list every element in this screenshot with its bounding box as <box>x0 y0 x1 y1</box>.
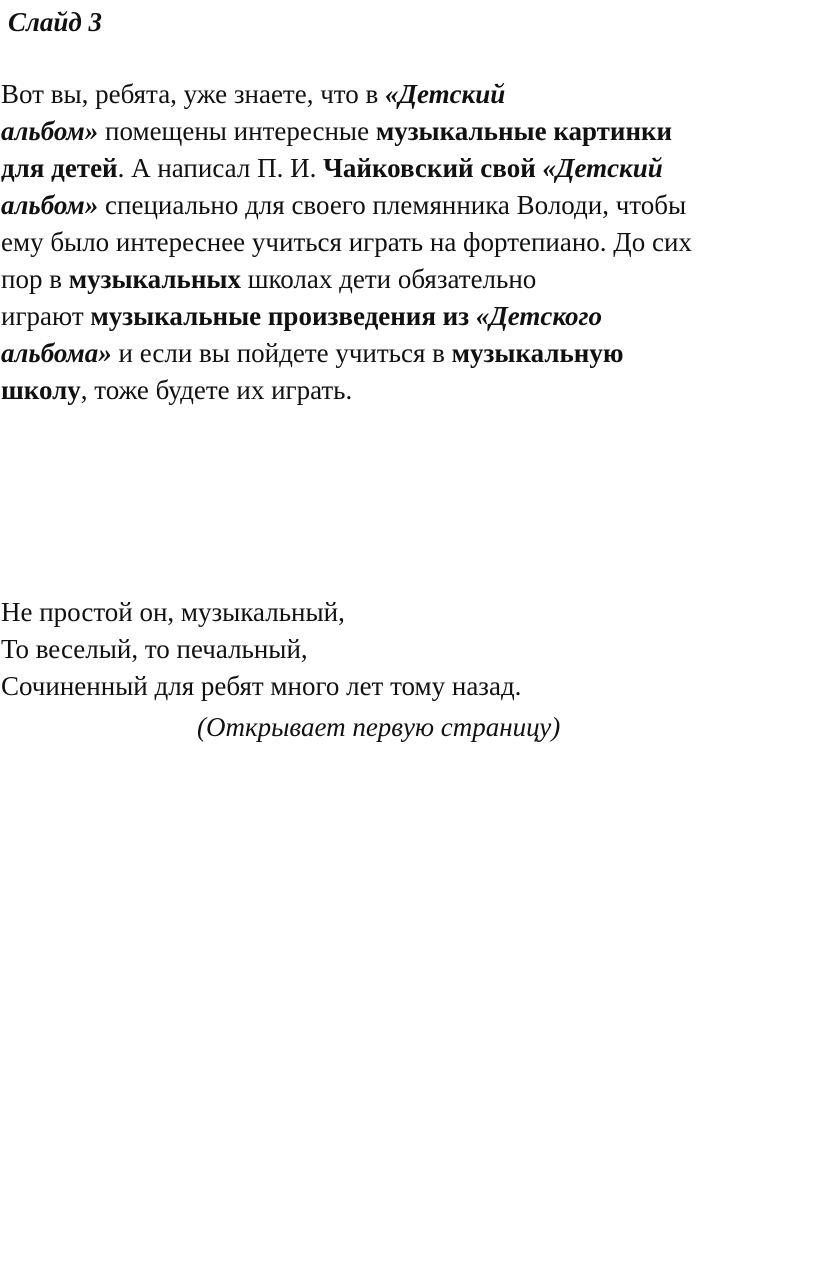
paragraph-line-1 <box>1 76 505 112</box>
text-run: альбома» <box>1 338 112 368</box>
text-run: школу <box>1 375 81 405</box>
text-run: «Детский <box>542 153 663 183</box>
text-run: , тоже будете их играть. <box>80 375 353 405</box>
text-run: музыкальные произведения из <box>90 301 476 331</box>
paragraph-line-9 <box>1 372 352 408</box>
text-run: музыкальных <box>68 264 241 294</box>
text-run: играют <box>1 301 91 331</box>
paragraph-line-8 <box>1 335 623 371</box>
text-run: «Детского <box>475 301 603 331</box>
poem-line-1: Не простой он, музыкальный, <box>1 597 345 627</box>
text-run: «Детский <box>385 79 506 109</box>
paragraph-line-5 <box>1 224 692 260</box>
text-run: специально для своего племянника Володи, чтобы <box>98 190 687 220</box>
text-run: . А написал П. И. <box>117 153 324 183</box>
poem-line-3: Сочиненный для ребят много лет тому назад. <box>1 671 522 701</box>
text-run: музыкальные картинки <box>375 116 673 146</box>
paragraph-line-2 <box>1 113 672 149</box>
text-run: альбом» <box>1 190 99 220</box>
text-run: альбом» <box>1 116 99 146</box>
slide-title: Слайд 3 <box>8 7 103 37</box>
paragraph-line-3 <box>1 150 663 186</box>
text-run: помещены интересные <box>98 116 376 146</box>
text-run: и если вы пойдете учиться в <box>111 338 452 368</box>
paragraph-line-6 <box>1 261 536 297</box>
text-run: для детей <box>1 153 118 183</box>
poem-line-2: То веселый, то печальный, <box>1 634 308 664</box>
text-run: музыкальную <box>451 338 624 368</box>
text-run: ему было интереснее учиться играть на фортепиано. До сих <box>1 227 692 257</box>
text-run: Чайковский свой <box>323 153 543 183</box>
text-run: пор в <box>1 264 69 294</box>
text-run: школах дети обязательно <box>240 264 537 294</box>
stage-direction: (Открывает первую страницу) <box>197 712 561 742</box>
text-run: Вот вы, ребята, уже знаете, что в <box>1 79 385 109</box>
paragraph-line-7 <box>1 298 602 334</box>
paragraph-line-4 <box>1 187 686 223</box>
